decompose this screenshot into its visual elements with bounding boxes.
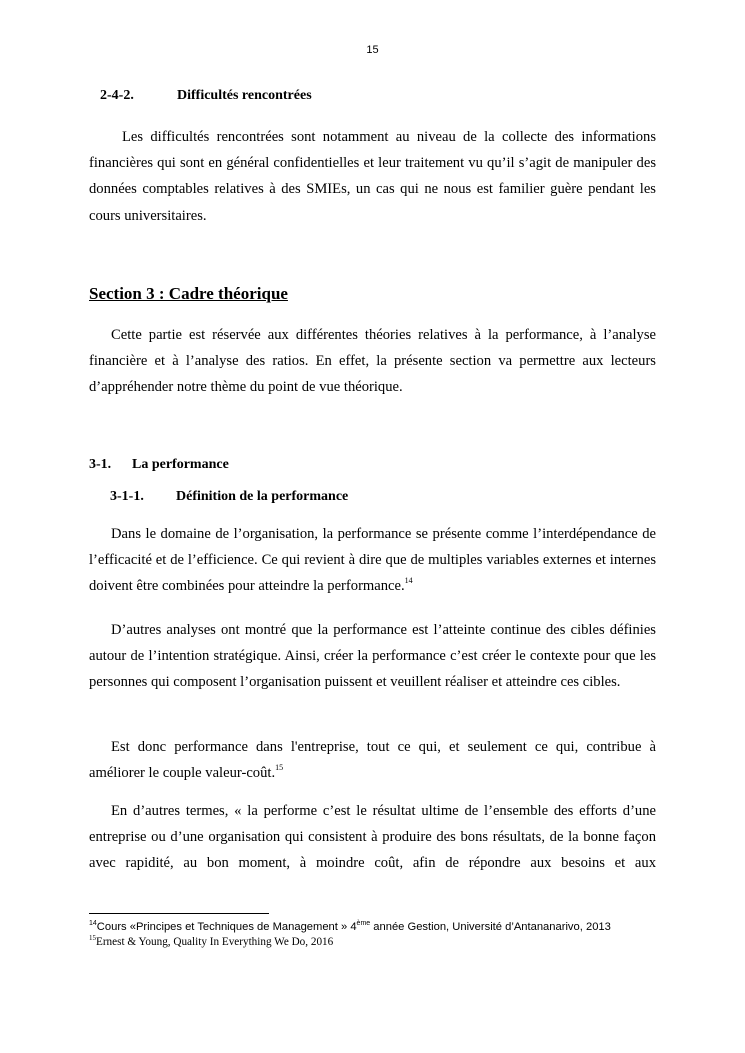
heading-3-1 xyxy=(89,457,656,473)
section-3-title xyxy=(89,284,656,304)
footnote-number: 14 xyxy=(89,920,97,927)
heading-number: 2-4-2. xyxy=(100,88,134,103)
footnote-ref-15[interactable]: 15 xyxy=(275,763,284,773)
heading-title: Difficultés rencontrées xyxy=(177,88,312,103)
section-title: Section 3 : Cadre théorique xyxy=(89,284,288,303)
footnote-text-b: année Gestion, Université d’Antananarivo, 2013 xyxy=(370,921,611,933)
paragraph-text: Dans le domaine de l’organisation, la performance se présente comme l’interdépendance de l’efficacité et de l’efficience. Ce qui revient à dire que de multiples variables externes et internes doivent être combinées pour atteindre la performance. xyxy=(89,526,656,595)
heading-number: 3-1. xyxy=(89,457,112,472)
footnote-separator xyxy=(89,913,269,914)
footnote-15 xyxy=(89,936,333,948)
footnote-number: 15 xyxy=(89,934,96,942)
paragraph-definition-2 xyxy=(89,617,656,696)
paragraph-definition-4 xyxy=(89,798,656,877)
paragraph-text: Les difficultés rencontrées sont notamment au niveau de la collecte des informations financières qui sont en général confidentielles et leur traitement vu qu’il s’agit de manipuler des données comptables relatives à des SMIEs, un cas qui ne nous est familier guère pendant les cours universitaires. xyxy=(89,129,656,224)
paragraph-text: En d’autres termes, « la performe c’est le résultat ultime de l’ensemble des efforts d’une entreprise ou d’une organisation qui consistent à produire des bons résultats, de la bonne façon avec rapidité, au bon moment, à moindre coût, afin de répondre aux besoins et aux xyxy=(89,803,656,872)
page-number: 15 xyxy=(366,44,379,56)
footnote-superscript: ème xyxy=(356,920,371,927)
footnote-14 xyxy=(89,921,611,933)
paragraph-section-3 xyxy=(89,322,656,401)
heading-title: Définition de la performance xyxy=(176,489,349,504)
paragraph-text: Est donc performance dans l'entreprise, tout ce qui, et seulement ce qui, contribue à améliorer le couple valeur-coût. xyxy=(89,739,656,782)
paragraph-definition-3 xyxy=(89,734,656,786)
heading-number: 3-1-1. xyxy=(110,489,144,504)
paragraph-text: D’autres analyses ont montré que la performance est l’atteinte continue des cibles définies autour de l’intention stratégique. Ainsi, créer la performance c’est créer le contexte pour que les personnes qui composent l’organisation puissent et veuillent réaliser et atteindre ces cibles. xyxy=(89,622,656,691)
footnote-ref-14[interactable]: 14 xyxy=(404,576,413,586)
paragraph-difficultes xyxy=(89,124,656,229)
heading-title: La performance xyxy=(132,457,229,472)
paragraph-definition-1 xyxy=(89,521,656,600)
footnote-text: Ernest & Young, Quality In Everything We Do, 2016 xyxy=(96,936,334,948)
footnote-text-a: Cours «Principes et Techniques de Management » 4 xyxy=(96,921,357,933)
heading-2-4-2 xyxy=(89,88,656,104)
paragraph-text: Cette partie est réservée aux différentes théories relatives à la performance, à l’analyse financière et à l’analyse des ratios. En effet, la présente section va permettre aux lecteurs d’appréhender notre thème du point de vue théorique. xyxy=(89,327,656,396)
heading-3-1-1 xyxy=(89,489,656,505)
